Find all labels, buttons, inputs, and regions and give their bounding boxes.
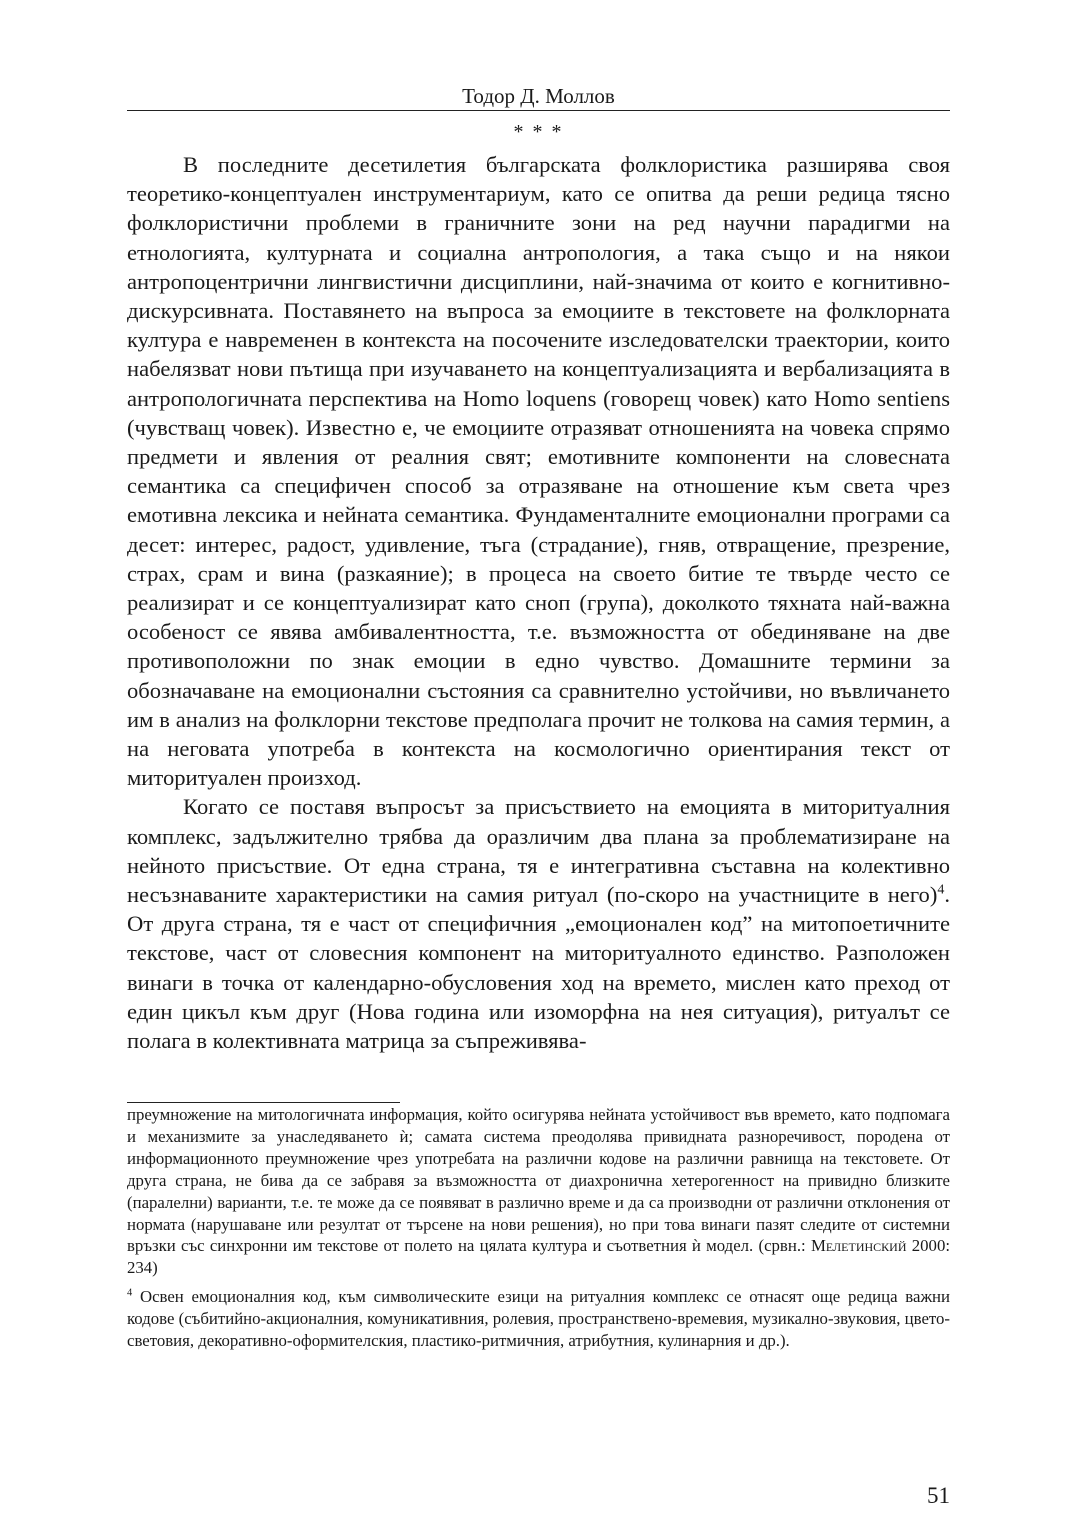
page-number: 51 [927,1483,950,1508]
paragraph-2 [127,792,950,1055]
footnote-citation-author: Мелетинский [810,1236,907,1256]
footnote-4-number: 4 [127,1287,133,1299]
paragraph-1: В последните десетилетия българската фолклористика разширява своя теоретико-концептуален инструментариум, като се опитва да реши редица тясно фолклористични проблеми в граничните зони на ред научни парадигми на етнологията, културната и социална антропология, а така също и на някои антропоцентрични лингвистични дисциплини, най-значима от които е когнитивно-дискурсивната. Поставянето на въпроса за емоциите в текстовете на фолклорната култура е навременен в контекста на посочените изследователски траектории, които набелязват нови пътища при изучаването на концептуализацията и вербализацията в антропологичната перспектива на Homo loquens (говорещ човек) като Homo sentiens (чувстващ човек). Известно е, че емоциите отразяват отношенията на човека спрямо предмети и явления от реалния свят; емотивните компоненти на словесната семантика са специфичен способ за отразяване на отношение към света чрез емотивна лексика и нейната семантика. Фундаменталните емоционални програми са десет: интерес, радост, удивление, тъга (страдание), гняв, отвращение, презрение, страх, срам и вина (разкаяние); в процеса на своето битие те твърде често се реализират и се концептуализират като сноп (група), доколкото тяхната най-важна особеност се явява амбивалентността, т.е. възможността от обединяване на две противоположни по знак емоции в едно чувство. Домашните термини за обозначаване на емоционални състояния са сравнително устойчиви, но въвличането им в анализ на фолклорни текстове предполага прочит не толкова на самия термин, а на неговата употреба в контекста на космологично ориентирания текст от миторитуален произход. [127,152,950,791]
footnotes [127,1104,950,1352]
header-rule [127,110,950,111]
footnote-4-text: Освен емоционалния код, към символическите езици на ритуалния комплекс се отнасят още редица важни кодове (събитийно-акционалния, комуникативния, ролевия, пространствено-времевия, музикално-звуковия, цвето-световия, декоративно-оформителския, пластико-ритмичния, атрибутния, кулинарния и др.). [127,1287,950,1351]
footnote-4 [127,1286,950,1352]
running-header: Тодор Д. Моллов [462,84,615,108]
footnote-citation: 2000: 234) [127,1236,950,1278]
footnote-continued [127,1104,950,1279]
paragraph-2-part-1: Когато се поставя въпросът за присъствието на емоцията в миторитуалния комплекс, задължително трябва да оразличим два плана за проблематизиране на нейното присъствие. От една страна, тя е интегративна съставна на колективно несъзнаваните характеристики на самия ритуал (по-скоро на участниците в него) [127,794,950,908]
footnote-rule [127,1102,400,1103]
footnote-continued-text: преумножение на митологичната информация, който осигурява нейната устойчивост във времето, като подпомага и механизмите за унаследяването ѝ; самата система преодолява привидната разноречивост, породена от информационното преумножение чрез употребата на различни кодове на различни равнища на текстовете. От друга страна, не бива да се забравя за възможността от диахронична хетерогенност на привидно близките (паралелни) варианти, т.е. те може да се появяват в различно време и да са производни от различни отклонения от нормата (нарушаване или резултат от търсене на нови решения), но при това винаги пазят следите от системни връзки със синхронни им текстове от полето на цялата култура и съответния ѝ модел. (срвн.: [127,1105,950,1256]
footnote-ref-4[interactable]: 4 [937,882,945,898]
section-separator: * * * [513,121,564,143]
main-text [127,150,950,1055]
paragraph-2-part-2: . От друга страна, тя е част от специфичния „емоционален код” на митопоетичните текстове, част от словесния компонент на миторитуалното единство. Разположен винаги в точка от календарно-обусловения ход на времето, мислен като преход от един цикъл към друг (Нова година или изоморфна на нея ситуация), ритуалът се полага в колективната матрица за съпреживява- [127,882,950,1054]
